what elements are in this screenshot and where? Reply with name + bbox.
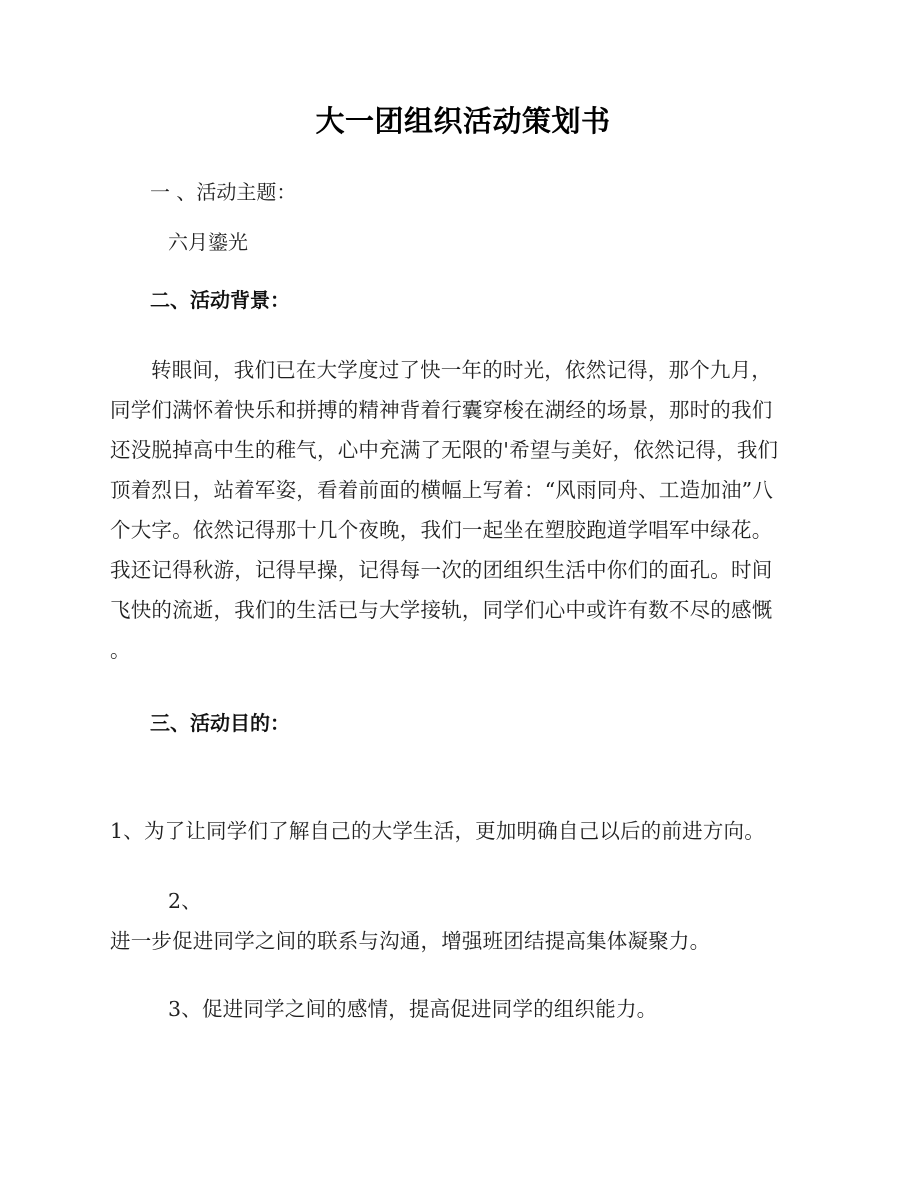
- background-paragraph: [110, 350, 816, 670]
- paragraph-line: 同学们满怀着快乐和拼搏的精神背着行囊穿梭在湖经的场景，那时的我们: [110, 397, 773, 422]
- purpose-list: [110, 811, 816, 1029]
- spacer: [110, 139, 816, 180]
- section-heading-purpose: 三、活动目的：: [150, 710, 290, 735]
- list-item-line: 1、为了让同学们了解自己的大学生活，更加明确自己以后的前进方向。: [110, 818, 765, 843]
- paragraph-line: 转眼间，我们已在大学度过了快一年的时光，依然记得，那个九月，: [151, 357, 772, 382]
- spacer: [110, 255, 816, 288]
- paragraph-line: 顶着烈日，站着军姿，看着前面的横幅上写着：“风雨同舟、工造加油”八: [110, 477, 774, 502]
- list-item-line: 进一步促进同学之间的联系与沟通，增强班团结提高集体凝聚力。: [110, 928, 711, 953]
- spacer: [110, 670, 816, 711]
- list-item-marker: 2、: [168, 888, 202, 913]
- document-content: [110, 0, 816, 1029]
- section-heading-theme: 一 、活动主题：: [150, 179, 297, 204]
- page-title: 大一团组织活动策划书: [315, 104, 611, 138]
- paragraph-line: 还没脱掉高中生的稚气，心中充满了无限的'希望与美好，依然记得，我们: [110, 437, 779, 462]
- activity-theme-value: 六月鎏光: [168, 229, 248, 254]
- list-item: [110, 989, 816, 1029]
- spacer: [110, 313, 816, 350]
- section-heading-background: 二、活动背景：: [150, 287, 290, 312]
- list-item-line: 3、促进同学之间的感情，提高促进同学的组织能力。: [168, 996, 658, 1021]
- paragraph-line: 个大字。依然记得那十几个夜晚，我们一起坐在塑胶跑道学唱军中绿花。: [110, 517, 773, 542]
- list-item: [110, 881, 816, 961]
- paragraph-line: 我还记得秋游，记得早操，记得每一次的团组织生活中你们的面孔。时间: [110, 557, 773, 582]
- spacer: [110, 851, 816, 881]
- list-item: [110, 811, 816, 851]
- spacer: [110, 205, 816, 229]
- spacer: [110, 961, 816, 989]
- spacer: [110, 736, 816, 811]
- paragraph-line: 。: [110, 637, 131, 662]
- paragraph-line: 飞快的流逝，我们的生活已与大学接轨，同学们心中或许有数不尽的感慨: [110, 597, 773, 622]
